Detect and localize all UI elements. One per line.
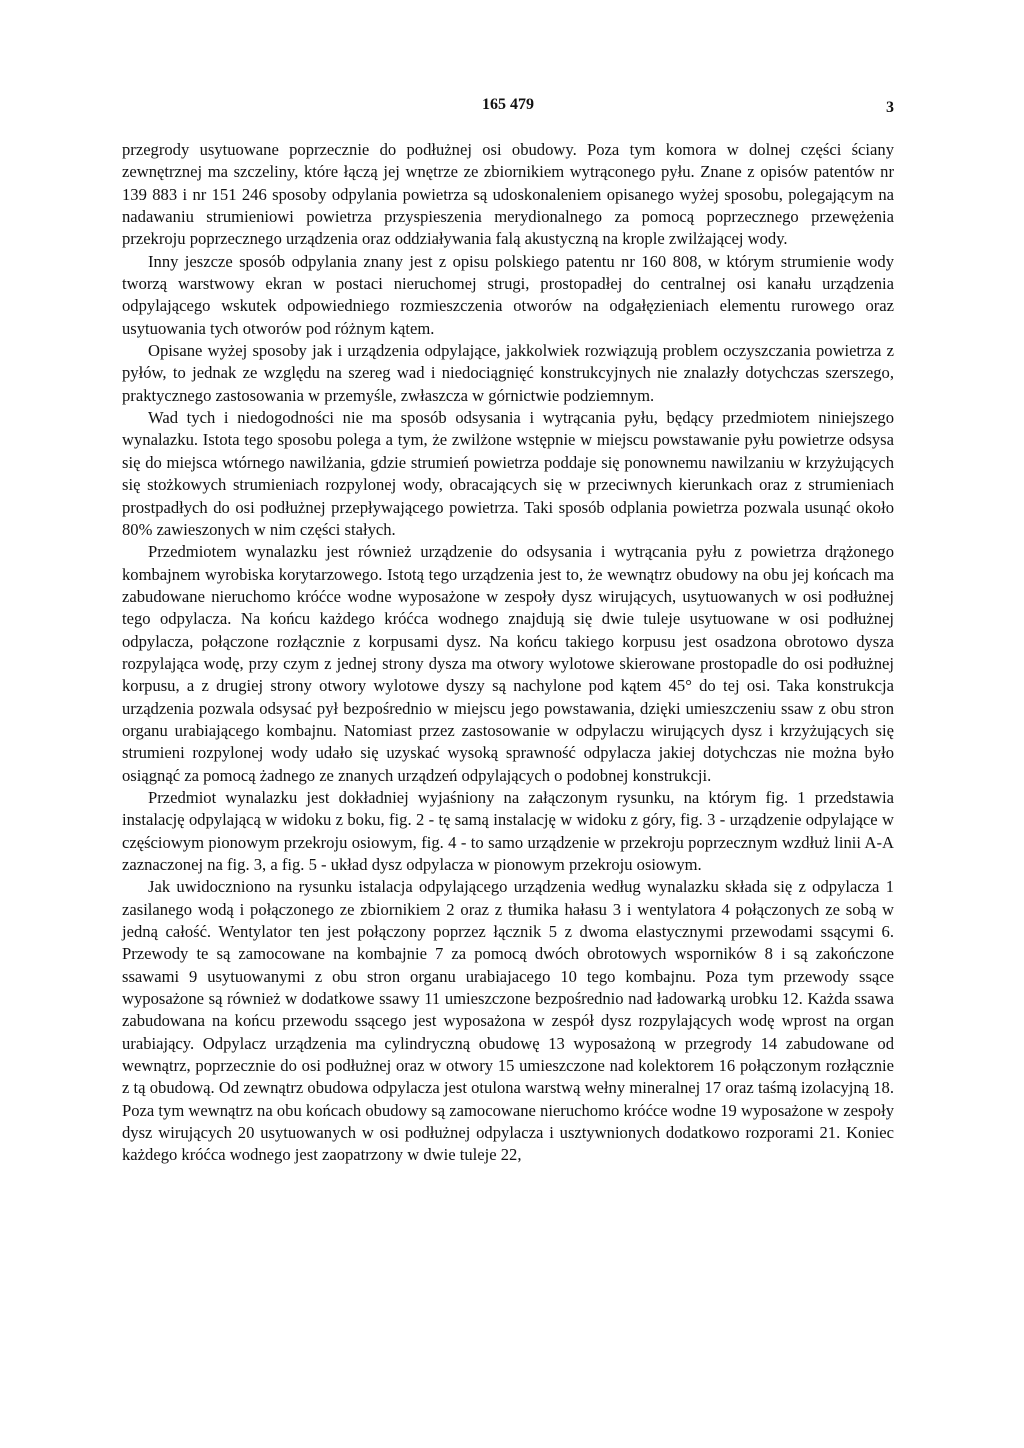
paragraph: Inny jeszcze sposób odpylania znany jest z opisu polskiego patentu nr 160 808, w którym strumienie wody tworzą warstwowy ekran w postaci nieruchomej strugi, prostopadłej do centralnej osi kanału urządzenia odpylającego wskutek odpowiedniego rozmieszczenia otworów na odgałęzieniach elementu rurowego oraz usytuowania tych otworów pod różnym kątem. (122, 251, 894, 338)
paragraph: Przedmiotem wynalazku jest również urządzenie do odsysania i wytrącania pyłu z powietrza drążonego kombajnem wyrobiska korytarzowego. Istotą tego urządzenia jest to, że wewnątrz obudowy na obu jej końcach ma zabudowane nieruchomo króćce wodne wyposażone w zespoły dysz wirujących, usytuowanych w osi podłużnej tego odpylacza. Na końcu każdego króćca wodnego znajdują się dwie tuleje usytuowane w osi podłużnej odpylacza, połączone rozłącznie z korpusami dysz. Na końcu takiego korpusu jest osadzona obrotowo dysza rozpylająca wodę, przy czym z jednej strony dysza ma otwory wylotowe skierowane prostopadle do osi podłużnej korpusu, a z drugiej strony otwory wylotowe dyszy są nachylone pod kątem 45° do tej osi. Taka konstrukcja urządzenia pozwala odsysać pył bezpośrednio w miejscu jego powstawania, dzięki umieszczeniu ssaw z obu stron organu urabiającego kombajnu. Natomiast przez zastosowanie w odpylaczu wirujących dysz i krzyżujących się strumieni rozpylonej wody udało się uzyskać wysoką sprawność odpylacza jakiej dotychczas nie można było osiągnąć za pomocą żadnego ze znanych urządzeń odpylających o podobnej konstrukcji. (122, 542, 894, 785)
paragraph: Jak uwidoczniono na rysunku istalacja odpylającego urządzenia według wynalazku składa się z odpylacza 1 zasilanego wodą i połączonego ze zbiornikiem 2 oraz z tłumika hałasu 3 i wentylatora 4 połączonych ze sobą w jedną całość. Wentylator ten jest połączony poprzez łącznik 5 z dwoma elastycznymi przewodami ssącymi 6. Przewody te są zamocowane na kombajnie 7 za pomocą dwóch obrotowych wsporników 8 i są zakończone ssawami 9 usytuowanymi z obu stron organu urabiajacego 10 tego kombajnu. Poza tym przewody ssące wyposażone są również w dodatkowe ssawy 11 umieszczone bezpośrednio nad ładowarką urobku 12. Każda ssawa zabudowana na końcu przewodu ssącego jest wyposażona w zespół dysz rozpylających wodę wprost na organ urabiający. Odpylacz urządzenia ma cylindryczną obudowę 13 wyposażoną w przegrody 14 zabudowane od wewnątrz, poprzecznie do osi podłużnej oraz w otwory 15 umieszczone nad kolektorem 16 połączonym rozłącznie z tą obudową. Od zewnątrz obudowa odpylacza jest otulona warstwą wełny mineralnej 17 oraz taśmą izolacyjną 18. Poza tym wewnątrz na obu końcach obudowy są zamocowane nieruchomo króćce wodne 19 wyposażone w zespoły dysz wirujących 20 usytuowanych w osi podłużnej odpylacza i usztywnionych dodatkowo rozporami 21. Koniec każdego króćca wodnego jest zaopatrzony w dwie tuleje 22, (122, 877, 894, 1165)
paragraph: przegrody usytuowane poprzecznie do podłużnej osi obudowy. Poza tym komora w dolnej części ściany zewnętrznej ma szczeliny, które łączą jej wnętrze ze zbiornikiem wytrąconego pyłu. Znane z opisów patentów nr 139 883 i nr 151 246 sposoby odpylania powietrza są udoskonaleniem opisanego wyżej sposobu, polegającym na nadawaniu strumieniowi powietrza przyspieszenia merydionalnego za pomocą poprzecznego przewężenia przekroju poprzecznego urządzenia oraz oddziaływania falą akustyczną na krople zwilżającej wody. (122, 140, 894, 249)
paragraph: Opisane wyżej sposoby jak i urządzenia odpylające, jakkolwiek rozwiązują problem oczyszczania powietrza z pyłów, to jednak ze względu na szereg wad i niedociągnięć konstrukcyjnych nie znalazły dotychczas szerszego, praktycznego zastosowania w przemyśle, zwłaszcza w górnictwie podziemnym. (122, 341, 894, 405)
page-header (122, 96, 894, 120)
paragraph: Przedmiot wynalazku jest dokładniej wyjaśniony na załączonym rysunku, na którym fig. 1 przedstawia instalację odpylającą w widoku z boku, fig. 2 - tę samą instalację w widoku z góry, fig. 3 - urządzenie odpylające w częściowym pionowym przekroju osiowym, fig. 4 - to samo urządzenie w przekroju poprzecznym wzdłuż linii A-A zaznaczonej na fig. 3, a fig. 5 - układ dysz odpylacza w pionowym przekroju osiowym. (122, 787, 894, 874)
page-number: 3 (886, 99, 894, 116)
body-text (122, 139, 894, 1167)
patent-number: 165 479 (482, 96, 534, 113)
paragraph: Wad tych i niedogodności nie ma sposób odsysania i wytrącania pyłu, będący przedmiotem niniejszego wynalazku. Istota tego sposobu polega a tym, że zwilżone wstępnie w miejscu powstawanie pyłu powietrze odsysa się do miejsca wtórnego nawilżania, gdzie strumień powietrza poddaje się ponownemu nawilzaniu w krzyżujących się stożkowych strumieniach rozpylonej wody, obracających się w przeciwnych kierunkach oraz z strumieniach prostpadłych do osi podłużnej przepływającego powietrza. Taki sposób odplania powietrza pozwala usunąć około 80% zawieszonych w nim części stałych. (122, 408, 894, 539)
